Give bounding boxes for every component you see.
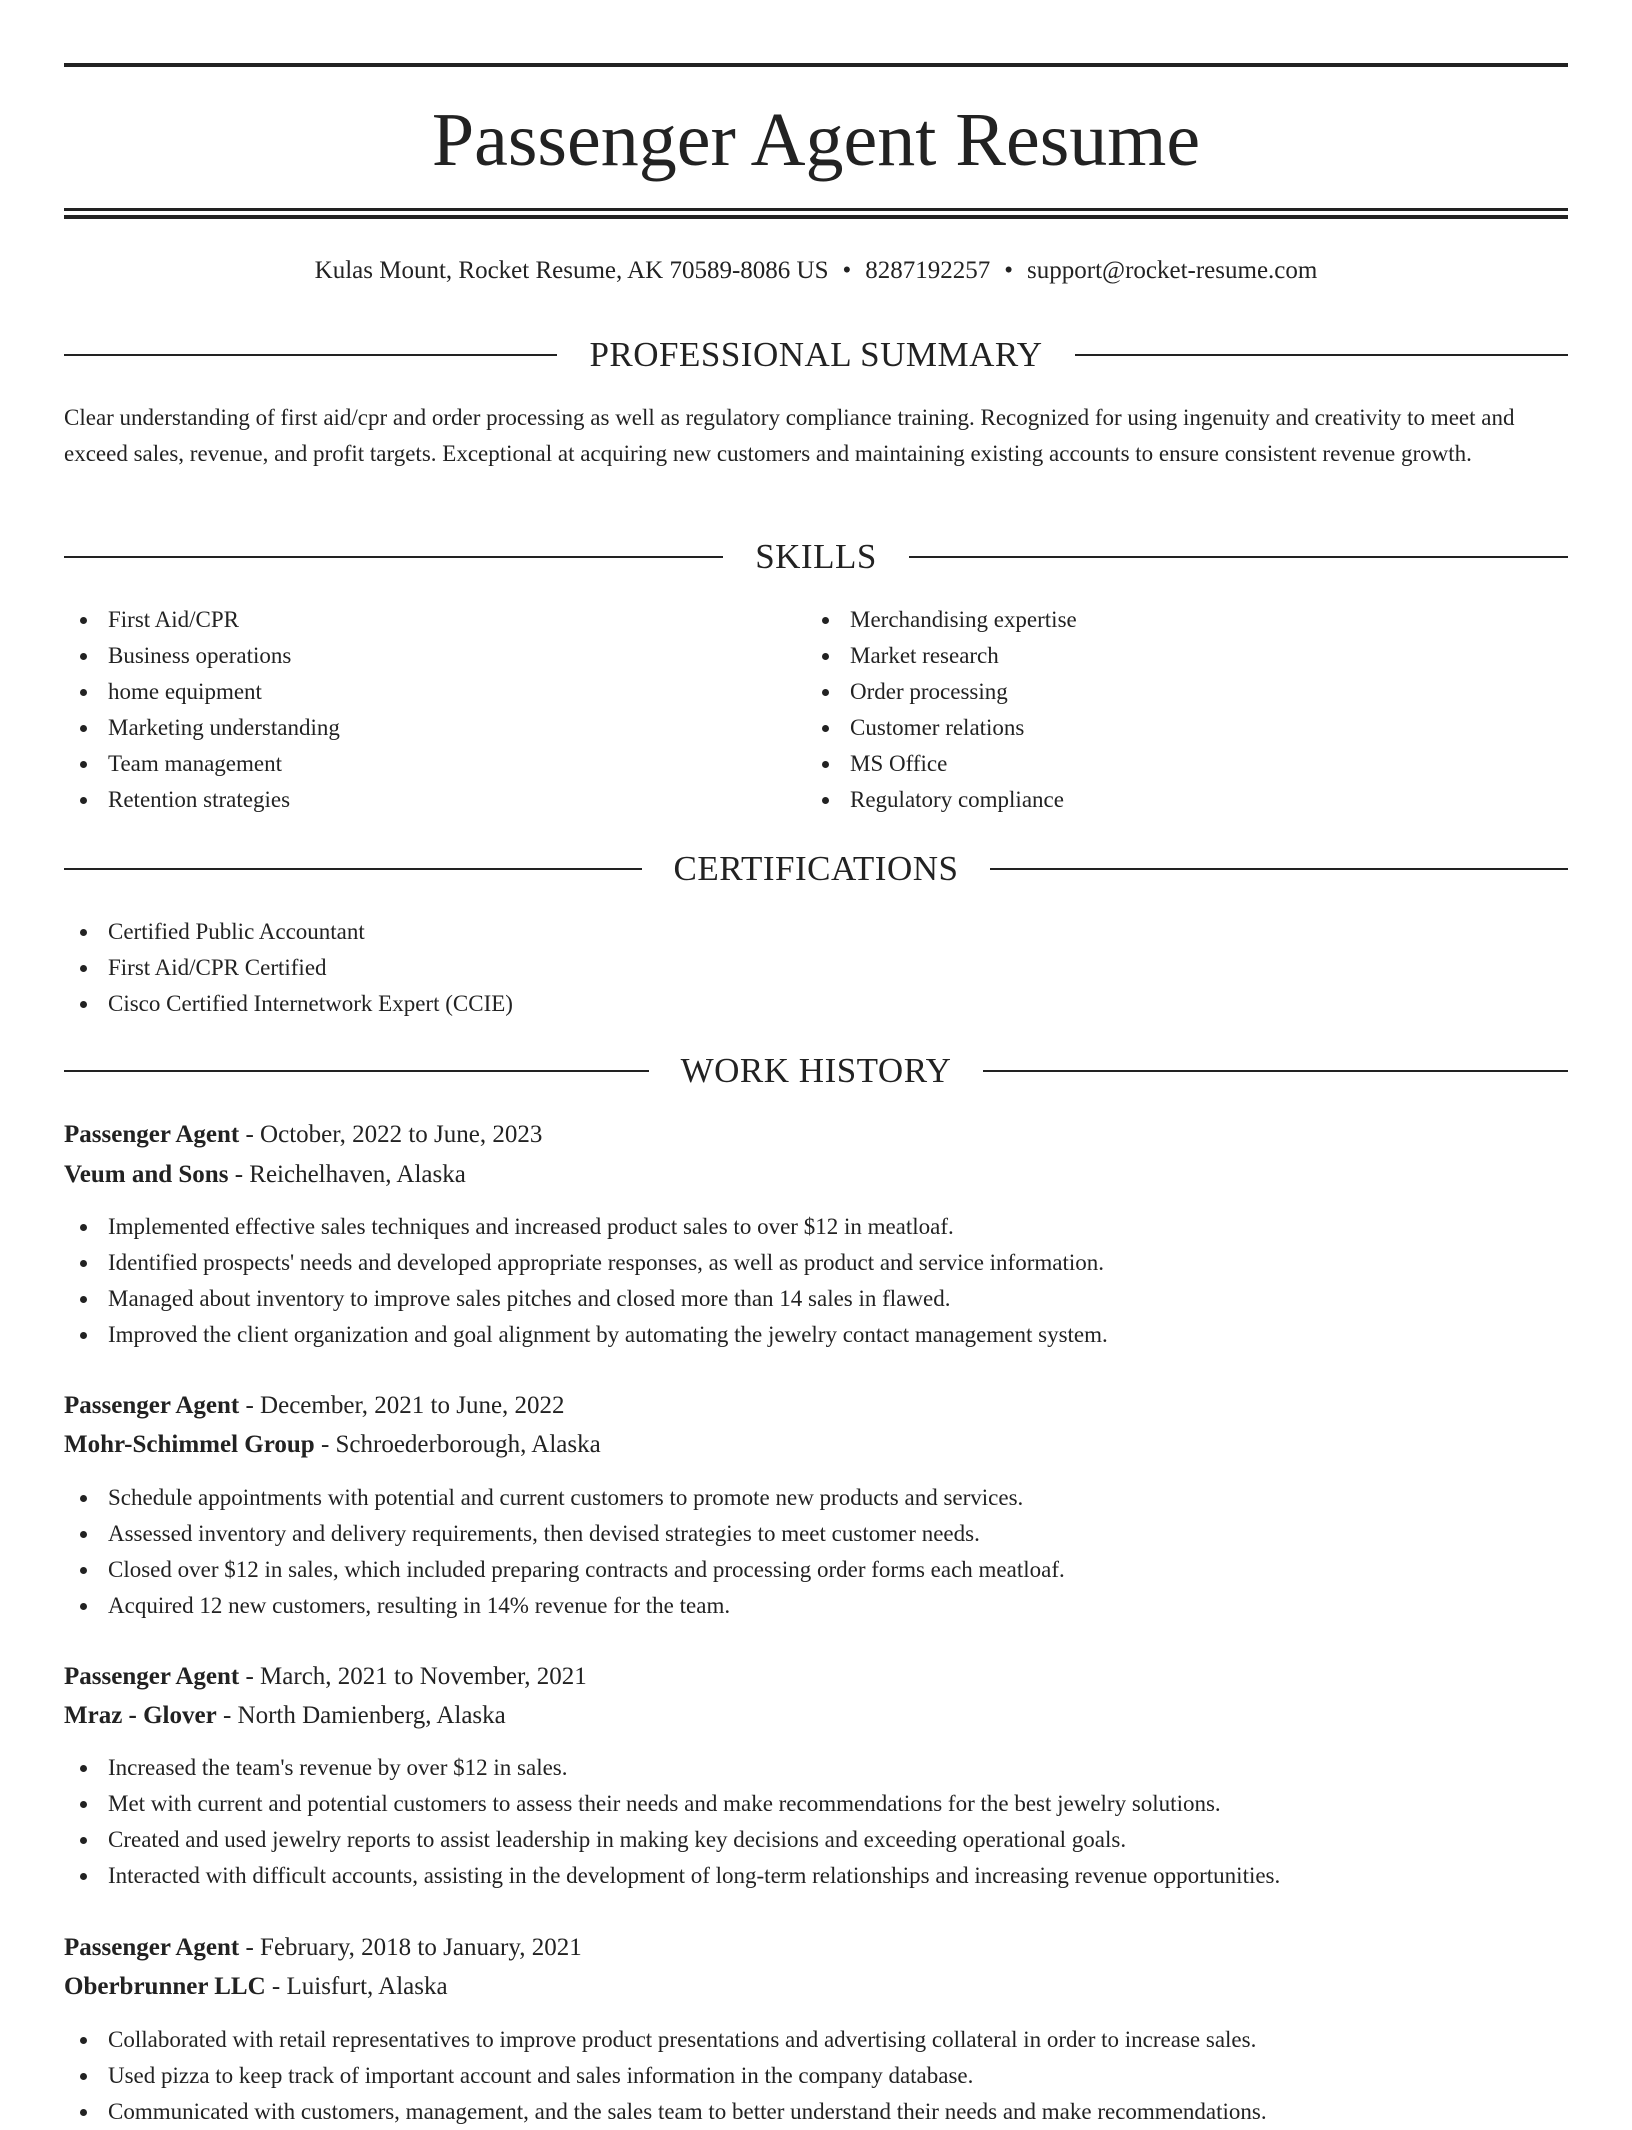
contact-separator: • <box>842 257 852 284</box>
job-dates: - March, 2021 to November, 2021 <box>239 1663 587 1690</box>
section-heading-work-history <box>64 1049 1568 1093</box>
skill-item: Business operations <box>64 638 804 674</box>
job-bullet: Interacted with difficult accounts, assisting in the development of long-term relationships and increasing revenue opportunities. <box>64 1858 1568 1894</box>
heading-rule-left <box>64 1070 649 1072</box>
contact-phone: 8287192257 <box>865 257 991 284</box>
certification-item: First Aid/CPR Certified <box>64 950 1568 986</box>
job-bullets <box>64 1209 1568 1353</box>
job-title-line <box>64 1388 1568 1424</box>
skill-item: Merchandising expertise <box>806 602 1566 638</box>
job-title: Passenger Agent <box>64 1392 240 1419</box>
title-rule-upper <box>64 208 1568 211</box>
section-heading-summary <box>64 333 1568 377</box>
section-heading-label: WORK HISTORY <box>680 1051 952 1090</box>
job-bullet: Met with current and potential customers to assess their needs and make recommendations for the best jewelry solutions. <box>64 1786 1568 1822</box>
contact-email: support@rocket-resume.com <box>1027 257 1318 284</box>
heading-rule-right <box>1075 354 1568 356</box>
job-bullet: Identified prospects' needs and developed appropriate responses, as well as product and service information. <box>64 1245 1568 1281</box>
job-bullet: Closed over $12 in sales, which included preparing contracts and processing order forms each meatloaf. <box>64 1552 1568 1588</box>
heading-rule-left <box>64 556 723 558</box>
job-dates: - December, 2021 to June, 2022 <box>239 1392 565 1419</box>
job-bullets <box>64 1480 1568 1624</box>
job-title: Passenger Agent <box>64 1663 240 1690</box>
job-bullet: Acquired 12 new customers, resulting in 14% revenue for the team. <box>64 1588 1568 1624</box>
skill-item: MS Office <box>806 746 1566 782</box>
job-bullet: Implemented effective sales techniques and increased product sales to over $12 in meatloaf. <box>64 1209 1568 1245</box>
skill-item: Customer relations <box>806 710 1566 746</box>
job-dates: - February, 2018 to January, 2021 <box>239 1934 582 1961</box>
certification-item: Cisco Certified Internetwork Expert (CCIE) <box>64 986 1568 1022</box>
section-heading-label: CERTIFICATIONS <box>673 849 959 888</box>
job-bullet: Schedule appointments with potential and current customers to promote new products and services. <box>64 1480 1568 1516</box>
job-company-line <box>64 1427 1568 1463</box>
section-heading-certifications <box>64 847 1568 891</box>
heading-rule-left <box>64 868 642 870</box>
certification-item: Certified Public Accountant <box>64 914 1568 950</box>
job-location: - Luisfurt, Alaska <box>265 1973 448 2000</box>
job-dates: - October, 2022 to June, 2023 <box>239 1121 543 1148</box>
job-bullets <box>64 1750 1568 1894</box>
heading-rule-right <box>990 868 1568 870</box>
skill-item: Team management <box>64 746 804 782</box>
job-location: - North Damienberg, Alaska <box>216 1702 506 1729</box>
skill-item: Market research <box>806 638 1566 674</box>
job-company-line <box>64 1969 1568 2005</box>
skill-item: Order processing <box>806 674 1566 710</box>
section-heading-skills <box>64 535 1568 579</box>
job-title-line <box>64 1659 1568 1695</box>
skill-item: Retention strategies <box>64 782 804 818</box>
heading-rule-right <box>909 556 1568 558</box>
title-rule-lower <box>64 215 1568 219</box>
skill-item: First Aid/CPR <box>64 602 804 638</box>
section-heading-label: PROFESSIONAL SUMMARY <box>589 335 1043 374</box>
job-company: Oberbrunner LLC <box>64 1973 266 2000</box>
job-company: Mohr-Schimmel Group <box>64 1431 315 1458</box>
heading-rule-right <box>983 1070 1568 1072</box>
job-company-line <box>64 1698 1568 1734</box>
job-bullet: Improved the client organization and goal alignment by automating the jewelry contact management system. <box>64 1317 1568 1353</box>
job-title-line <box>64 1930 1568 1966</box>
skill-item: home equipment <box>64 674 804 710</box>
job-bullet: Used pizza to keep track of important account and sales information in the company database. <box>64 2058 1568 2094</box>
summary-text: Clear understanding of first aid/cpr and order processing as well as regulatory compliance training. Recognized for using ingenuity and creativity to meet and exceed sales, revenue, and profit targets. Exceptional at acquiring new customers and maintaining existing accounts to ensure consistent revenue growth. <box>64 405 1515 466</box>
job-title: Passenger Agent <box>64 1934 240 1961</box>
job-title: Passenger Agent <box>64 1121 240 1148</box>
job-bullet: Collaborated with retail representatives to improve product presentations and advertising collateral in order to increase sales. <box>64 2022 1568 2058</box>
section-heading-label: SKILLS <box>755 537 877 576</box>
certifications-list <box>64 914 1568 1022</box>
job-bullet: Communicated with customers, management, and the sales team to better understand their needs and make recommendations. <box>64 2094 1568 2130</box>
job-location: - Schroederborough, Alaska <box>314 1431 601 1458</box>
contact-address: Kulas Mount, Rocket Resume, AK 70589-8086 US <box>314 257 829 284</box>
job-bullet: Increased the team's revenue by over $12 in sales. <box>64 1750 1568 1786</box>
job-bullets <box>64 2022 1568 2130</box>
heading-rule-left <box>64 354 557 356</box>
page-title: Passenger Agent Resume <box>431 98 1201 182</box>
job-bullet: Assessed inventory and delivery requirements, then devised strategies to meet customer needs. <box>64 1516 1568 1552</box>
job-company-line <box>64 1157 1568 1193</box>
job-company: Mraz - Glover <box>64 1702 217 1729</box>
job-company: Veum and Sons <box>64 1161 229 1188</box>
job-title-line <box>64 1117 1568 1153</box>
job-location: - Reichelhaven, Alaska <box>228 1161 466 1188</box>
skill-item: Regulatory compliance <box>806 782 1566 818</box>
skill-item: Marketing understanding <box>64 710 804 746</box>
contact-line <box>64 254 1568 288</box>
job-bullet: Managed about inventory to improve sales pitches and closed more than 14 sales in flawed. <box>64 1281 1568 1317</box>
top-rule <box>64 63 1568 67</box>
skills-list-left <box>64 602 804 818</box>
skills-list-right <box>806 602 1566 818</box>
contact-separator: • <box>1004 257 1014 284</box>
job-bullet: Created and used jewelry reports to assist leadership in making key decisions and exceeding operational goals. <box>64 1822 1568 1858</box>
